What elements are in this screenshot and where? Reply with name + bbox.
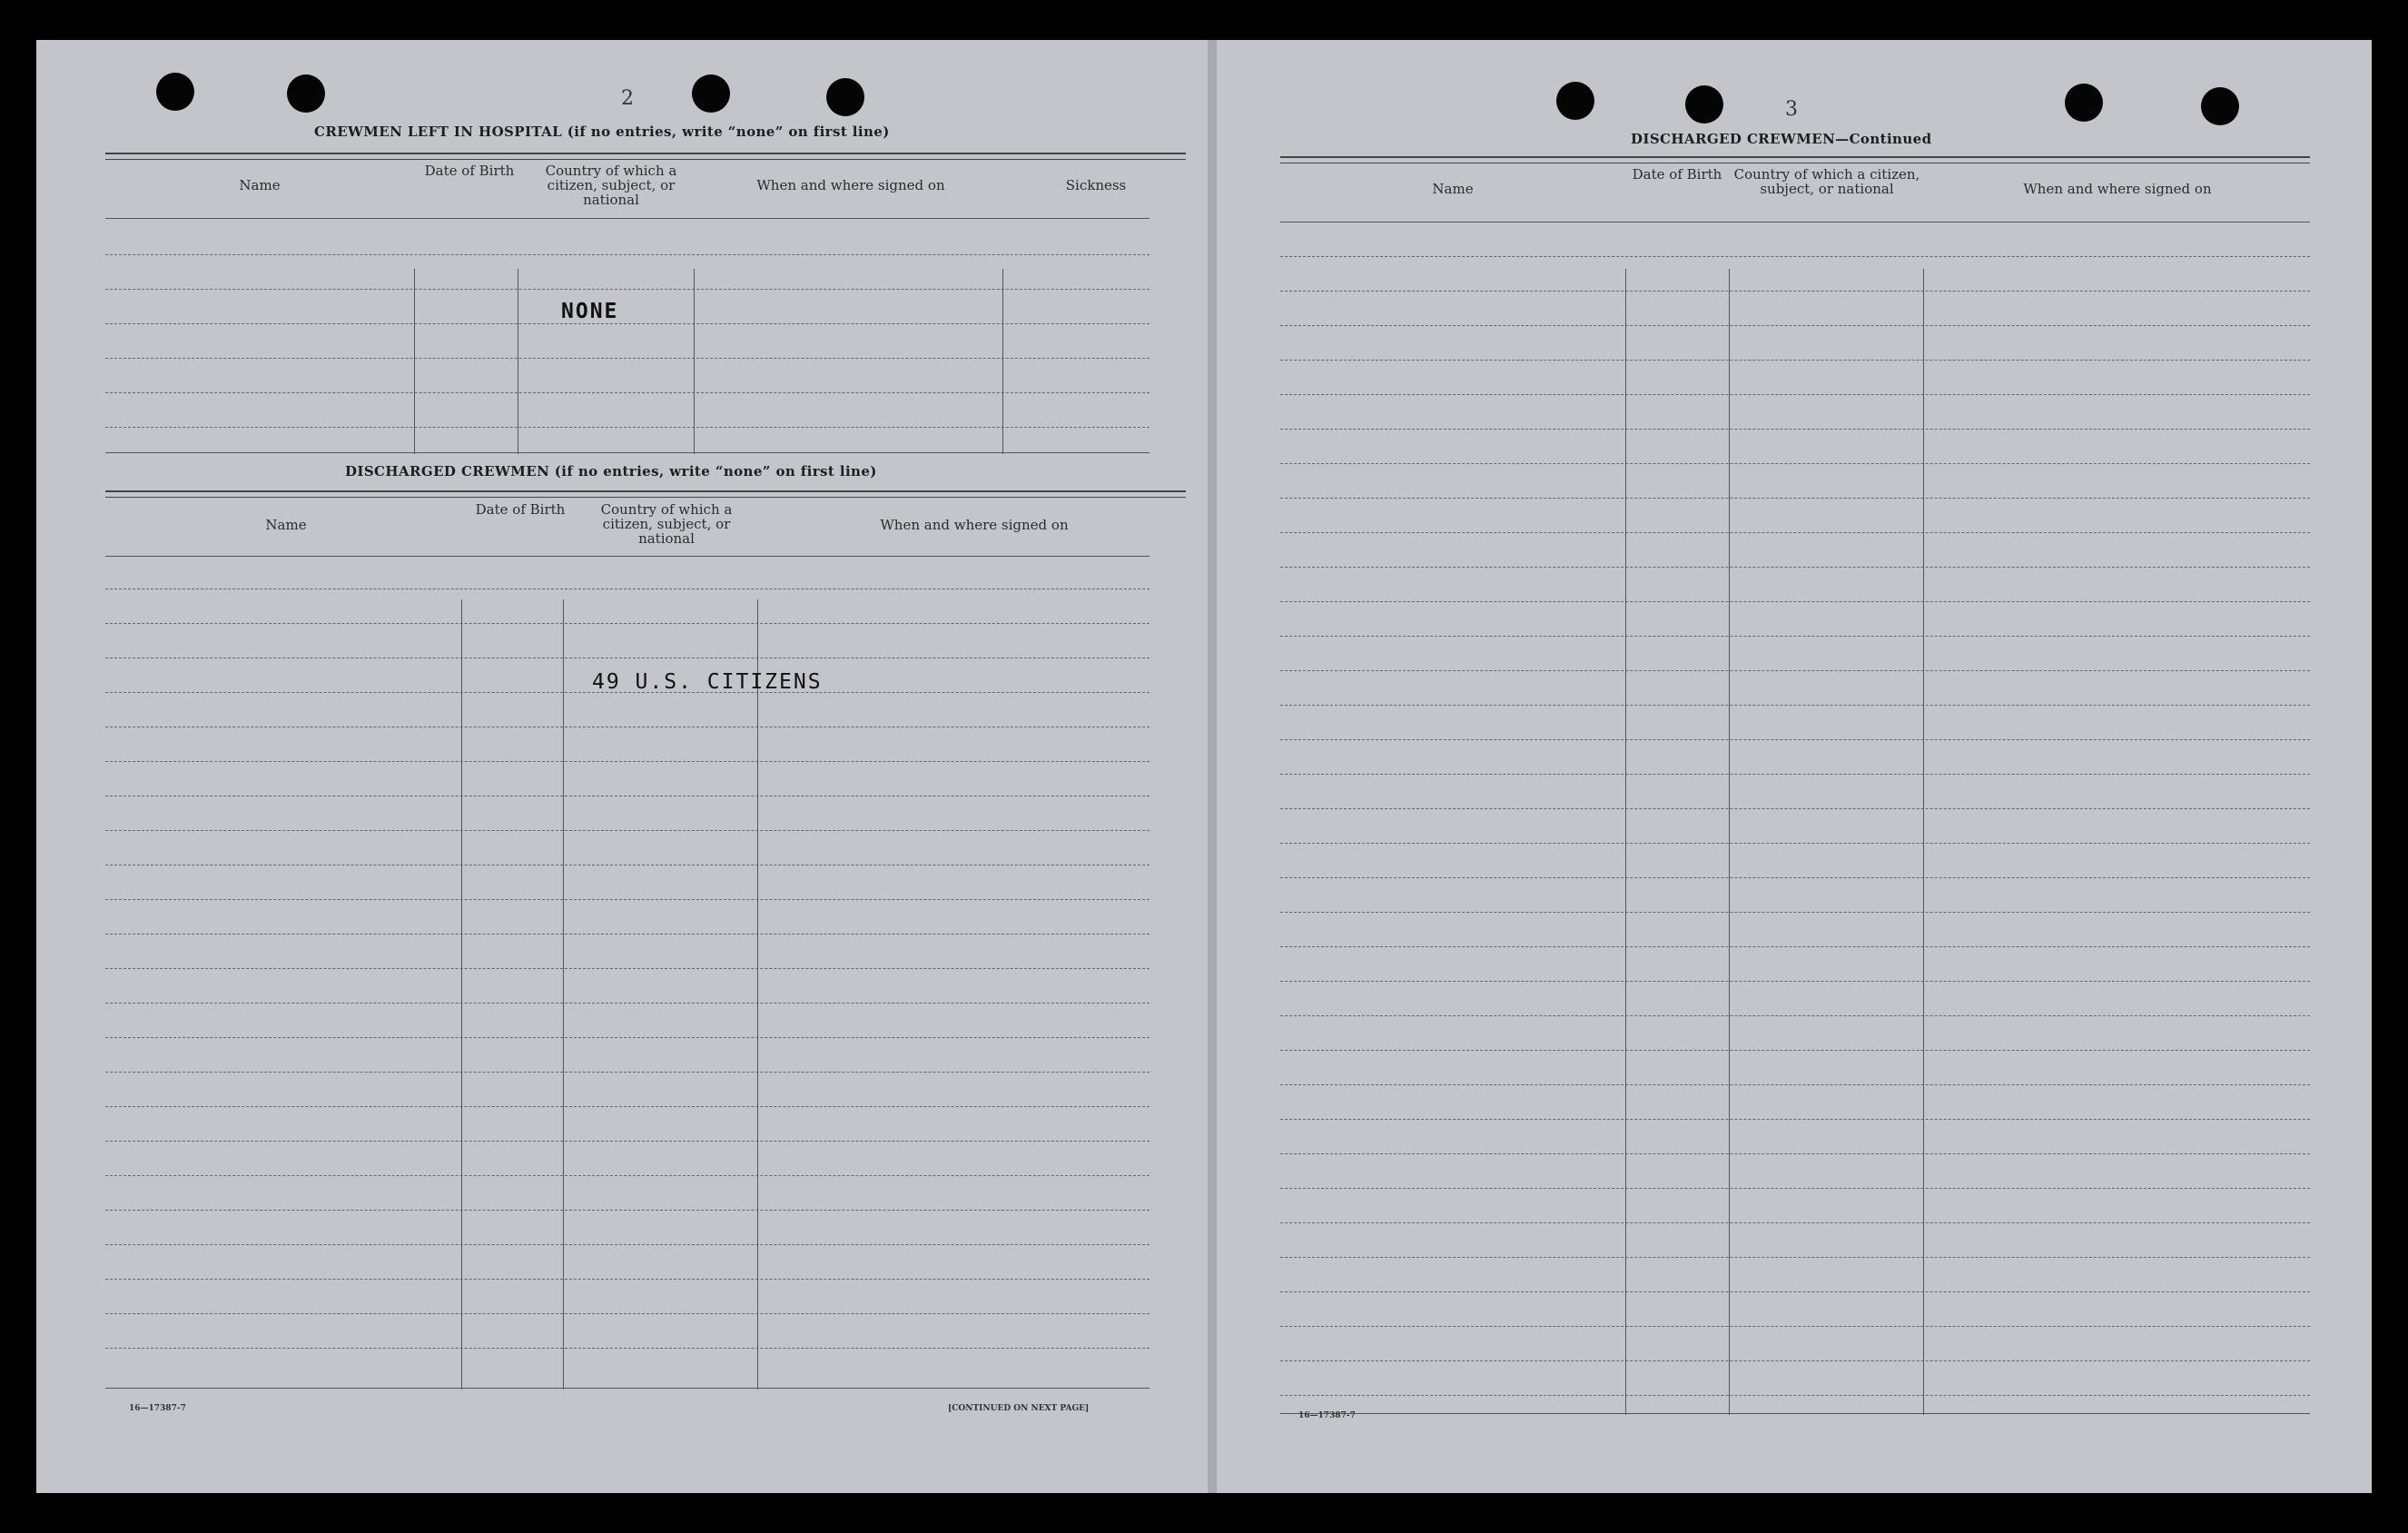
row-line [1280, 394, 2310, 395]
row-line [1280, 1119, 2310, 1120]
row-line [1280, 498, 2310, 499]
row-line [1280, 291, 2310, 292]
row-line [105, 968, 1150, 969]
column-rule [461, 599, 462, 1390]
punch-hole [826, 78, 864, 116]
punch-hole [1685, 85, 1723, 124]
row-line [1280, 1291, 2310, 1292]
row-line [1280, 636, 2310, 637]
row-line [1280, 1153, 2310, 1154]
col-header-dob: Date of Birth [424, 163, 515, 179]
column-rule [694, 269, 695, 454]
row-line [105, 427, 1150, 428]
row-line [1280, 843, 2310, 844]
row-line [1280, 1050, 2310, 1051]
row-line [1280, 981, 2310, 982]
header-rule [105, 556, 1150, 557]
row-line [105, 934, 1150, 935]
punch-hole [2065, 84, 2103, 122]
row-line [1280, 1084, 2310, 1085]
row-line [105, 1313, 1150, 1314]
row-line [105, 1175, 1150, 1176]
row-line [1280, 429, 2310, 430]
row-line [105, 1106, 1150, 1107]
row-line [1280, 808, 2310, 809]
double-rule [1280, 156, 2310, 163]
row-line [1280, 1257, 2310, 1258]
col-header-country: Country of which a citizen, subject, or national [545, 163, 677, 208]
row-line [105, 1072, 1150, 1073]
row-line [1280, 946, 2310, 947]
row-line [105, 1210, 1150, 1211]
row-line [105, 358, 1150, 359]
hospital-section-title: CREWMEN LEFT IN HOSPITAL (if no entries, write “none” on first line) [314, 124, 890, 140]
row-line [1280, 256, 2310, 257]
row-line [1280, 463, 2310, 464]
col-header-country: Country of which a citizen, subject, or national [1733, 166, 1920, 197]
row-line [105, 1037, 1150, 1038]
column-rule [757, 599, 758, 1390]
punch-hole [287, 74, 325, 113]
row-line [1280, 670, 2310, 671]
discharged-continued-title: DISCHARGED CREWMEN—Continued [1631, 131, 1932, 147]
row-line [1280, 601, 2310, 602]
col-header-signed-on: When and where signed on [756, 177, 945, 193]
form-number: 16—17387-7 [129, 1404, 186, 1413]
row-line [105, 1003, 1150, 1004]
continued-note: [CONTINUED ON NEXT PAGE] [948, 1404, 1090, 1413]
col-header-signed-on: When and where signed on [2023, 181, 2212, 197]
hospital-entry: NONE [561, 300, 619, 323]
row-line [1280, 912, 2310, 913]
row-line [1280, 739, 2310, 740]
row-line [105, 289, 1150, 290]
col-header-dob: Date of Birth [1632, 166, 1722, 183]
row-line [1280, 1360, 2310, 1361]
discharged-section-title: DISCHARGED CREWMEN (if no entries, write “none” on first line) [345, 463, 877, 480]
double-rule [105, 153, 1186, 160]
page-number: 2 [621, 87, 634, 110]
col-header-signed-on: When and where signed on [880, 517, 1069, 533]
col-header-name: Name [1432, 181, 1474, 197]
row-line [1280, 567, 2310, 568]
row-line [105, 830, 1150, 831]
column-rule [1002, 269, 1003, 454]
column-rule [563, 599, 564, 1390]
row-line [1280, 360, 2310, 361]
row-line [105, 623, 1150, 624]
header-rule [1280, 222, 2310, 223]
row-line [105, 1244, 1150, 1245]
column-rule [1923, 269, 1924, 1415]
form-number: 16—17387-7 [1298, 1411, 1356, 1420]
col-header-sickness: Sickness [1065, 177, 1127, 193]
col-header-dob: Date of Birth [475, 501, 566, 518]
left-page [36, 40, 1208, 1493]
header-rule [105, 218, 1150, 219]
punch-hole [692, 74, 730, 113]
punch-hole [156, 73, 194, 111]
row-line [1280, 325, 2310, 326]
column-rule [414, 269, 415, 454]
row-line [1280, 705, 2310, 706]
row-line [1280, 1395, 2310, 1396]
row-line [105, 1141, 1150, 1142]
row-line [105, 1348, 1150, 1349]
bottom-rule [105, 1388, 1150, 1389]
row-line [105, 323, 1150, 324]
row-line [1280, 1015, 2310, 1016]
page-number: 3 [1785, 98, 1798, 121]
punch-hole [2201, 87, 2239, 125]
right-page [1217, 40, 2372, 1493]
row-line [105, 899, 1150, 900]
column-rule [1729, 269, 1730, 1415]
row-line [1280, 1326, 2310, 1327]
row-line [1280, 532, 2310, 533]
punch-hole [1556, 82, 1594, 120]
bottom-rule [1280, 1413, 2310, 1414]
row-line [1280, 774, 2310, 775]
row-line [105, 392, 1150, 393]
discharged-entry: 49 U.S. CITIZENS [592, 670, 823, 694]
row-line [1280, 877, 2310, 878]
col-header-name: Name [265, 517, 307, 533]
row-line [1280, 1222, 2310, 1223]
column-rule [1625, 269, 1626, 1415]
row-line [1280, 1188, 2310, 1189]
row-line [105, 254, 1150, 255]
col-header-country: Country of which a citizen, subject, or national [600, 501, 733, 547]
bottom-rule [105, 452, 1150, 453]
row-line [105, 1279, 1150, 1280]
double-rule [105, 490, 1186, 498]
row-line [105, 588, 1150, 589]
col-header-name: Name [239, 177, 281, 193]
row-line [105, 761, 1150, 762]
